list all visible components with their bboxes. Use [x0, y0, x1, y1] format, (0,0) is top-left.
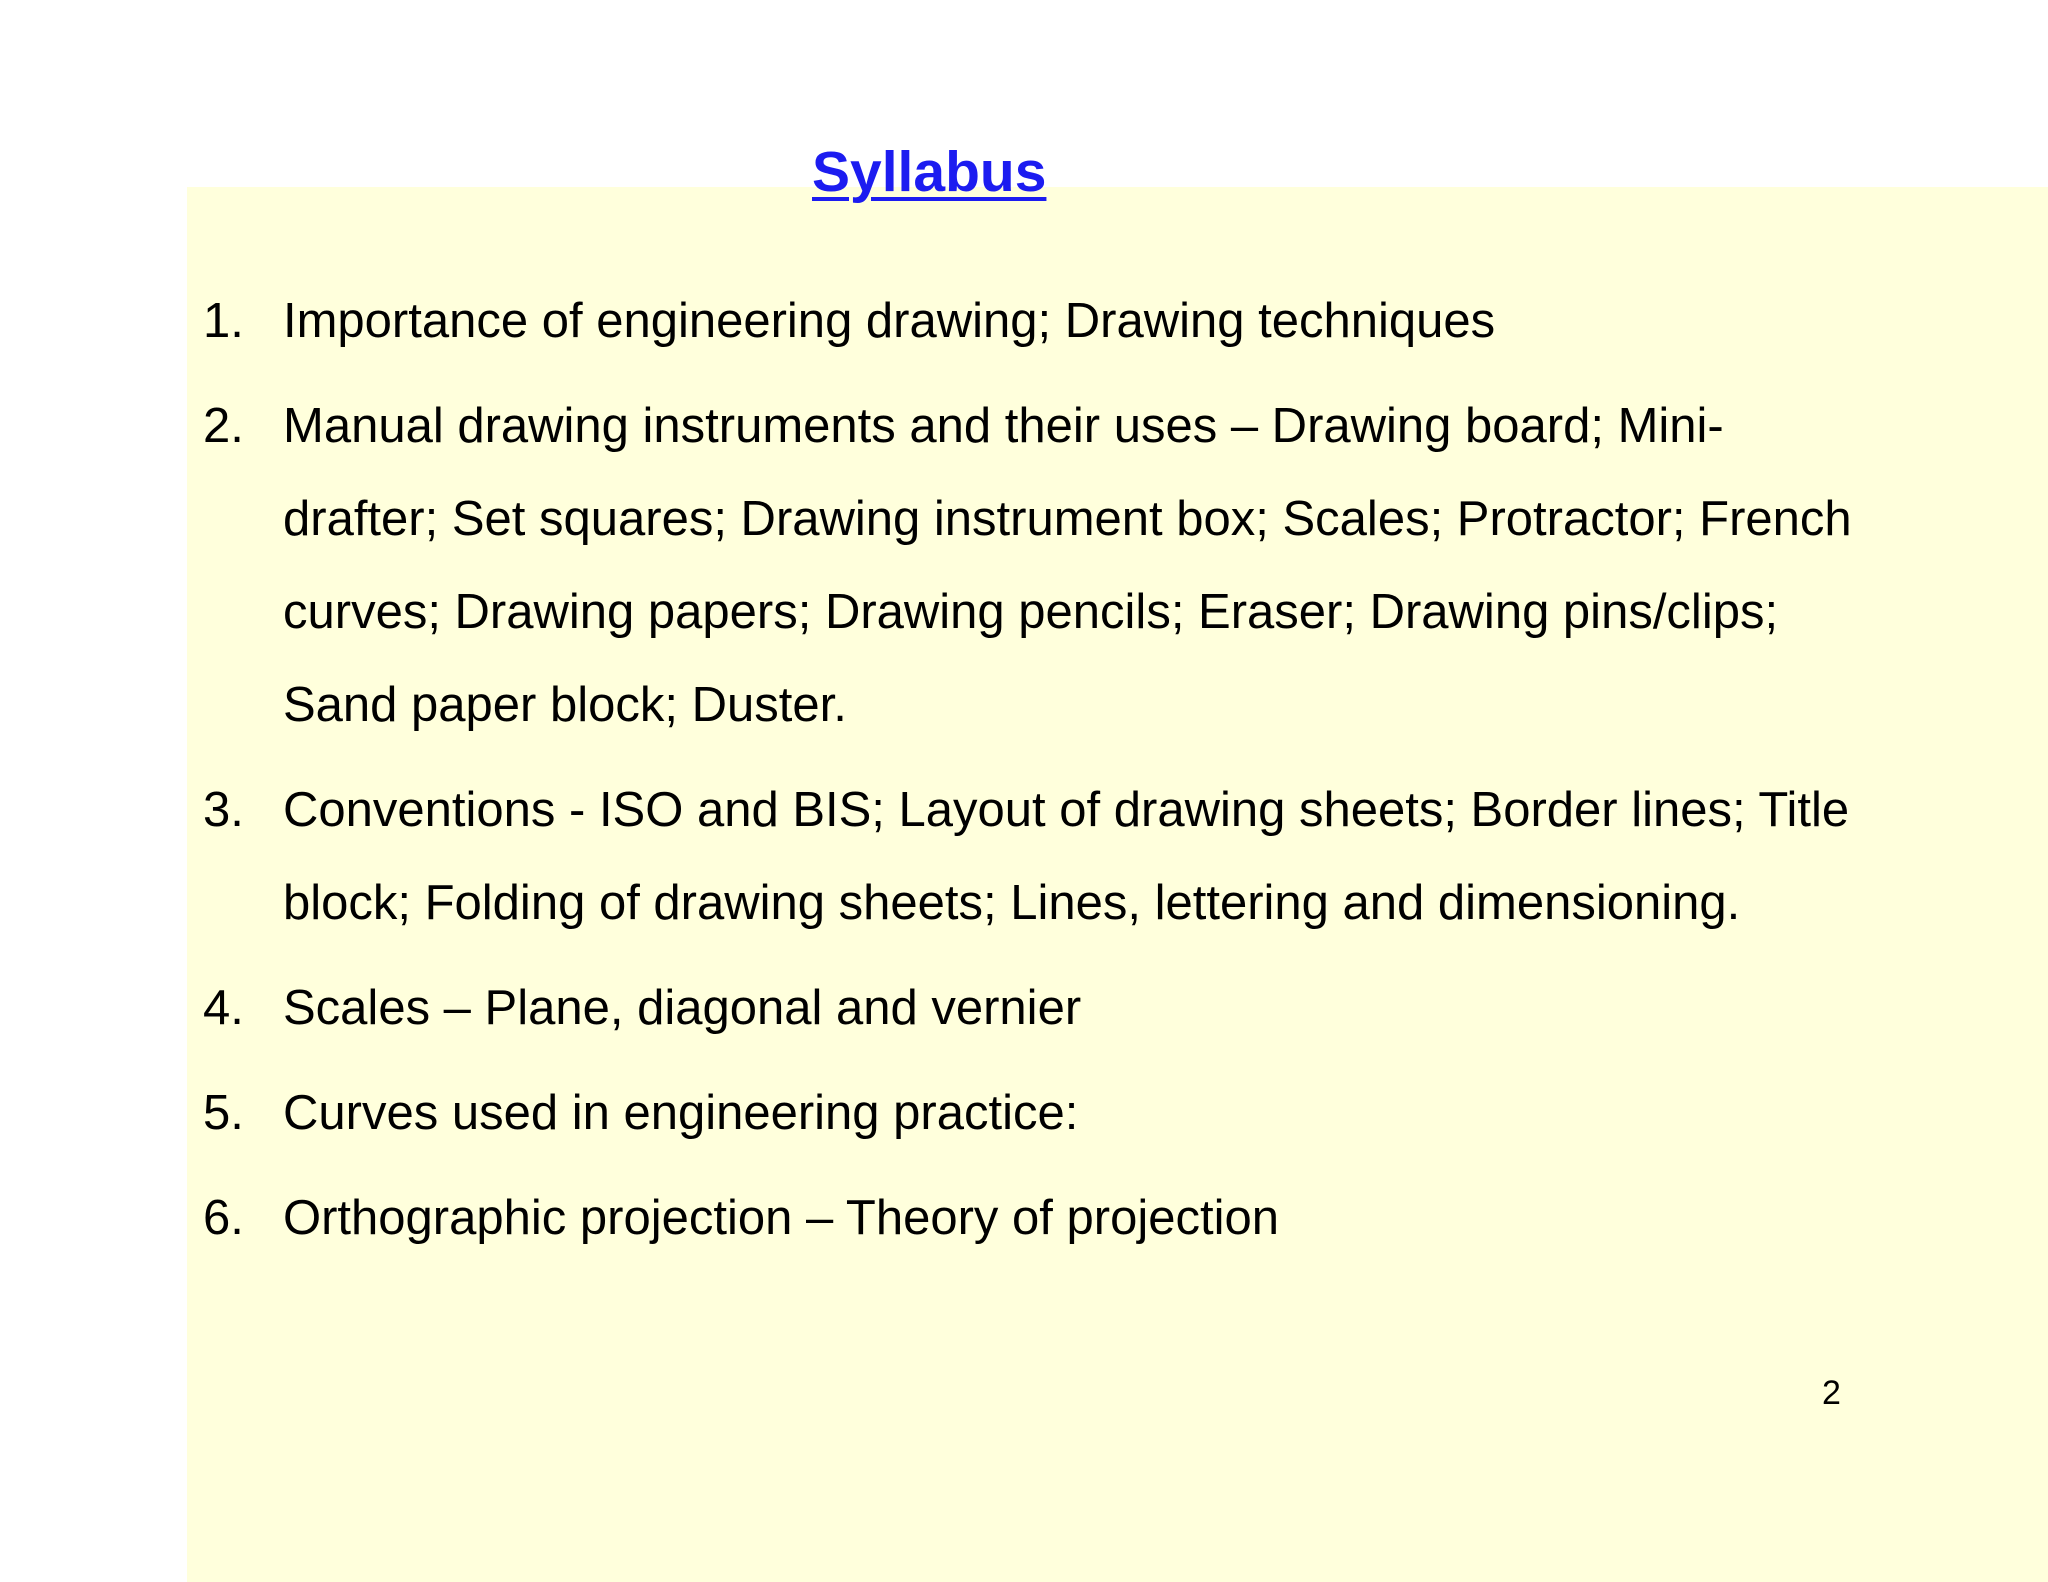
- syllabus-item-4: [203, 962, 1853, 1055]
- syllabus-item-5: [203, 1067, 1853, 1160]
- item-text: Conventions - ISO and BIS; Layout of drawing sheets; Border lines; Title block; Folding of drawing sheets; Lines, lettering and dimensioning.: [283, 783, 1850, 930]
- syllabus-item-6: [203, 1172, 1853, 1265]
- slide-title: Syllabus: [812, 140, 1047, 204]
- syllabus-item-2: [203, 380, 1853, 752]
- item-text: Importance of engineering drawing; Drawing techniques: [283, 294, 1496, 348]
- item-text: Orthographic projection – Theory of projection: [283, 1191, 1279, 1245]
- item-number: 5.: [203, 1086, 244, 1140]
- page-number: 2: [1822, 1374, 1841, 1412]
- item-text: Manual drawing instruments and their uses – Drawing board; Mini-drafter; Set squares; Drawing instrument box; Scales; Protractor; French curves; Drawing papers; Drawing pencils; Eraser; Drawing pins/clips; Sand paper block; Duster.: [283, 399, 1852, 732]
- item-number: 3.: [203, 783, 244, 837]
- item-number: 1.: [203, 294, 244, 348]
- item-number: 4.: [203, 981, 244, 1035]
- syllabus-item-3: [203, 764, 1853, 950]
- syllabus-item-1: [203, 275, 1853, 368]
- item-number: 6.: [203, 1191, 244, 1245]
- item-text: Scales – Plane, diagonal and vernier: [283, 981, 1082, 1035]
- item-number: 2.: [203, 399, 244, 453]
- item-text: Curves used in engineering practice:: [283, 1086, 1079, 1140]
- syllabus-list: [203, 275, 1853, 1277]
